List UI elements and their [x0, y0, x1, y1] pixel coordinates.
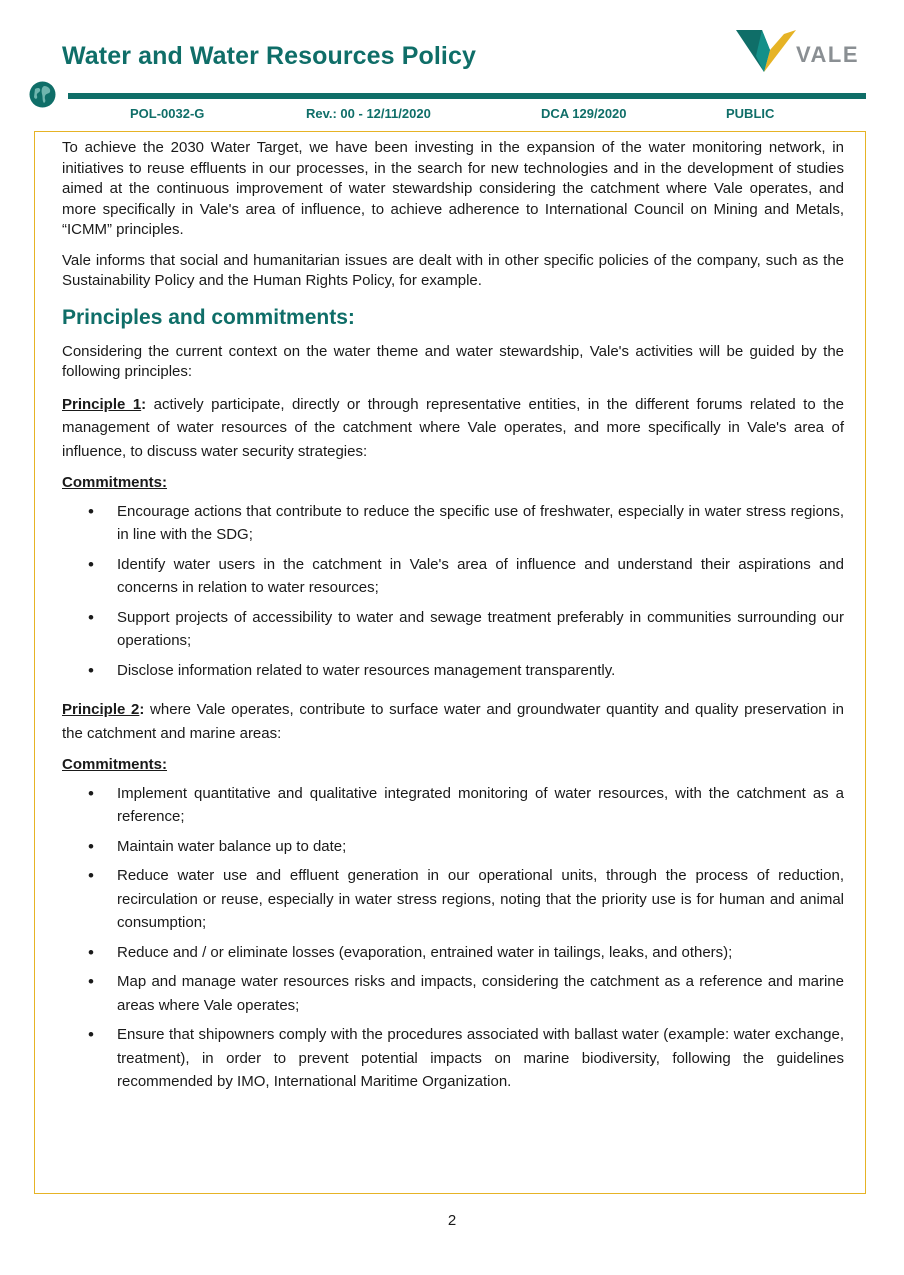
header-rule	[68, 93, 866, 99]
document-title: Water and Water Resources Policy	[62, 42, 476, 70]
list-item: • Reduce water use and effluent generation in our operational units, through the process of reduction, recirculation or reuse, especially in water stress regions, noting that the priority use is for human and animal consumption;	[62, 864, 844, 935]
principle-label: Principle 2	[62, 701, 140, 718]
commitments-list	[62, 782, 844, 1094]
list-item: • Maintain water balance up to date;	[62, 835, 844, 859]
principle-text: actively participate, directly or through representative entities, in the different forums related to the management of water resources of the catchment where Vale operates, and more specifically in Vale's area of influence, to discuss water security strategies:	[62, 395, 845, 460]
globe-icon	[29, 81, 56, 108]
list-item: • Map and manage water resources risks and impacts, considering the catchment as a reference and marine areas where Vale operates;	[62, 970, 844, 1017]
principle-2	[62, 698, 844, 745]
principle-colon: :	[141, 395, 147, 413]
section-heading: Principles and commitments:	[62, 305, 355, 329]
list-item: • Implement quantitative and qualitative integrated monitoring of water resources, with the catchment as a reference;	[62, 782, 844, 829]
dca-number: DCA 129/2020	[541, 106, 627, 121]
list-item: • Encourage actions that contribute to reduce the specific use of freshwater, especially in water stress regions, in line with the SDG;	[62, 500, 844, 547]
commitments-list	[62, 500, 844, 683]
intro-paragraph: Vale informs that social and humanitarian issues are dealt with in other specific policies of the company, such as the Sustainability Policy and the Human Rights Policy, for example.	[62, 251, 844, 289]
commitments-label: Commitments:	[62, 474, 168, 491]
document-body	[62, 138, 844, 1100]
principle-colon: :	[139, 701, 145, 718]
list-item: • Reduce and / or eliminate losses (evaporation, entrained water in tailings, leaks, and others);	[62, 941, 844, 965]
section-intro: Considering the current context on the water theme and water stewardship, Vale's activities will be guided by the following principles:	[62, 342, 844, 380]
list-item: • Support projects of accessibility to water and sewage treatment preferably in communities surrounding our operations;	[62, 606, 844, 653]
page-number: 2	[447, 1212, 457, 1229]
intro-paragraph: To achieve the 2030 Water Target, we have been investing in the expansion of the water monitoring network, in initiatives to reuse effluents in our processes, in the search for new technologies and in the development of studies aimed at the continuous improvement of water stewardship considering the catchment where Vale operates, and more specifically in Vale's area of influence, to achieve adherence to International Council on Mining and Metals, “ICMM” principles.	[62, 139, 844, 238]
vale-logo-text: VALE	[796, 42, 860, 67]
commitments-label: Commitments:	[62, 756, 168, 773]
classification: PUBLIC	[726, 106, 775, 121]
principle-1	[62, 393, 844, 464]
revision: Rev.: 00 - 12/11/2020	[306, 106, 431, 121]
principle-text: where Vale operates, contribute to surface water and groundwater quantity and quality preservation in the catchment and marine areas:	[62, 701, 844, 742]
list-item: • Disclose information related to water resources management transparently.	[62, 659, 844, 683]
doc-code: POL-0032-G	[130, 106, 205, 121]
principle-label: Principle 1	[62, 395, 142, 413]
list-item: • Ensure that shipowners comply with the procedures associated with ballast water (example: water exchange, treatment), in order to prevent potential impacts on marine biodiversity, following the guidelines recommended by IMO, International Maritime Organization.	[62, 1023, 844, 1094]
list-item: • Identify water users in the catchment in Vale's area of influence and understand their aspirations and concerns in relation to water resources;	[62, 553, 844, 600]
